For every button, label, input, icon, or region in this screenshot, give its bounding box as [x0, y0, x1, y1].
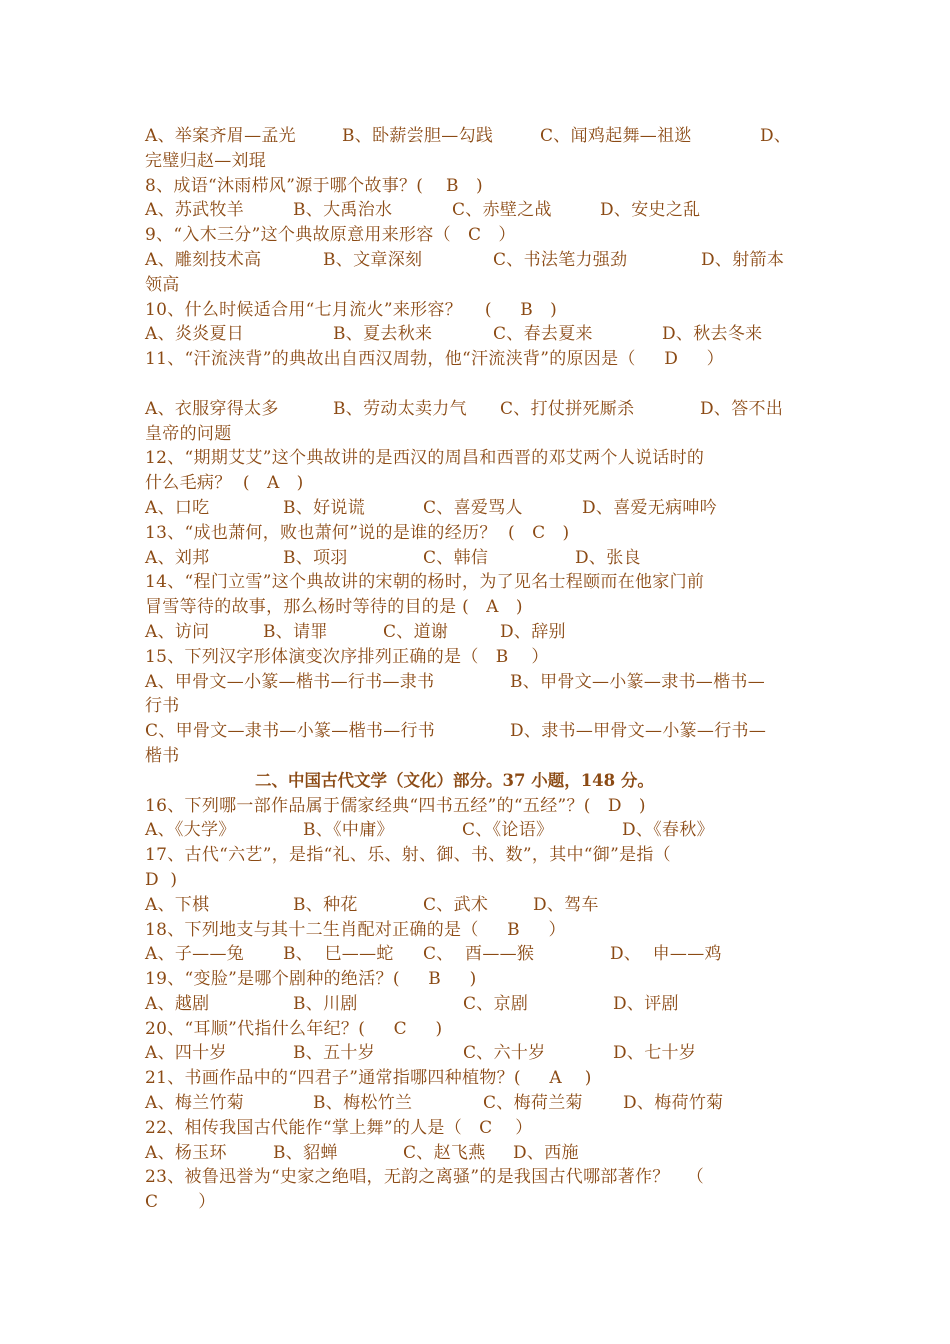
option-text: B、夏去秋来 [333, 324, 433, 345]
option-text: C、韩信 [423, 547, 489, 568]
text-line [145, 893, 805, 918]
line-text: 10、什么时候适合用“七月流火”来形容？ ( B ) [145, 299, 558, 320]
line-text: A、《大学》 [145, 820, 236, 841]
text-line [145, 670, 805, 695]
option-text: C、闻鸡起舞—祖逖 [540, 126, 692, 146]
line-text: 9、“入木三分”这个典故原意用来形容（ C ） [145, 225, 516, 246]
line-text: A、衣服穿得太多 [145, 398, 279, 419]
line-text: 18、下列地支与其十二生肖配对正确的是（ B ） [145, 919, 566, 940]
line-text: 冒雪等待的故事，那么杨时等待的目的是 ( A ) [145, 597, 523, 618]
line-text: 完璧归赵—刘琨 [145, 150, 267, 171]
text-line [145, 1041, 805, 1066]
text-line [145, 1165, 805, 1190]
text-line [145, 298, 805, 323]
option-text: B、梅松竹兰 [313, 1093, 413, 1114]
line-text: 19、“变脸”是哪个剧种的绝活？( B ) [145, 969, 477, 990]
option-text: B、项羽 [283, 547, 348, 568]
line-text: A、举案齐眉—孟光 [145, 126, 296, 146]
text-line [145, 174, 805, 199]
line-text: A、苏武牧羊 [145, 200, 245, 221]
text-line [145, 422, 805, 447]
line-text: A、访问 [145, 621, 210, 642]
line-text: 15、下列汉字形体演变次序排列正确的是（ B ） [145, 646, 549, 667]
option-text: D、答不出 [700, 398, 784, 419]
line-text: A、越剧 [145, 993, 210, 1014]
line-text: 20、“耳顺”代指什么年纪？( C ) [145, 1018, 443, 1039]
option-text: D、 申——鸡 [610, 944, 722, 965]
option-text: C、打仗拼死厮杀 [500, 398, 635, 419]
line-text: 22、相传我国古代能作“掌上舞”的人是（ C ） [145, 1117, 533, 1138]
option-text: C、道谢 [383, 621, 449, 642]
text-line [145, 992, 805, 1017]
option-text: D、评剧 [613, 993, 679, 1014]
line-text: A、四十岁 [145, 1043, 227, 1064]
line-text: A、炎炎夏日 [145, 324, 245, 345]
option-text: D、安史之乱 [600, 200, 701, 221]
text-line [145, 645, 805, 670]
option-text: D、喜爱无病呻吟 [582, 497, 718, 518]
line-text: C、甲骨文—隶书—小篆—楷书—行书 [145, 721, 436, 742]
text-line [145, 818, 805, 843]
text-line [145, 620, 805, 645]
option-text: D、张良 [575, 547, 641, 568]
line-text: A、杨玉环 [145, 1142, 227, 1163]
option-text: B、五十岁 [293, 1043, 375, 1064]
line-text: 皇帝的问题 [145, 423, 232, 444]
option-text: D、 [760, 126, 792, 146]
option-text: D、辞别 [500, 621, 566, 642]
option-text: C、武术 [423, 894, 489, 915]
text-line [145, 1017, 805, 1042]
text-line [145, 397, 805, 422]
option-text: B、大禹治水 [293, 200, 393, 221]
line-text: 行书 [145, 696, 180, 717]
line-text: D ) [145, 869, 178, 890]
option-text: D、射箭本 [701, 249, 785, 270]
text-line [145, 570, 805, 595]
text-line [145, 273, 805, 298]
line-text: A、子——兔 [145, 944, 245, 965]
line-text: 11、“汗流浃背”的典故出自西汉周勃，他“汗流浃背”的原因是（ D ） [145, 349, 724, 370]
line-text: A、梅兰竹菊 [145, 1093, 245, 1114]
text-line [145, 322, 805, 347]
line-text: 21、书画作品中的“四君子”通常指哪四种植物？( A ) [145, 1068, 592, 1089]
option-text: D、驾车 [533, 894, 599, 915]
option-text: B、貂蝉 [273, 1142, 338, 1163]
text-line [145, 595, 805, 620]
option-text: C、梅荷兰菊 [483, 1093, 583, 1114]
text-line [145, 446, 805, 471]
text-line [145, 967, 805, 992]
text-line [145, 1091, 805, 1116]
text-line [145, 521, 805, 546]
text-line [145, 918, 805, 943]
option-text: B、劳动太卖力气 [333, 398, 467, 419]
option-text: C、赤壁之战 [452, 200, 552, 221]
text-line [145, 843, 805, 868]
option-text: C、春去夏来 [493, 324, 593, 345]
text-line [145, 1141, 805, 1166]
line-text: A、刘邦 [145, 547, 210, 568]
text-line [145, 124, 805, 149]
line-text: A、口吃 [145, 497, 210, 518]
line-text: A、雕刻技术高 [145, 249, 262, 270]
option-text: B、甲骨文—小篆—隶书—楷书— [510, 671, 765, 692]
line-text: 8、成语“沐雨栉风”源于哪个故事？( B ) [145, 175, 483, 196]
text-line [145, 1190, 805, 1215]
text-line [145, 248, 805, 273]
option-text: D、《春秋》 [622, 820, 714, 841]
text-line [145, 942, 805, 967]
option-text: C、赵飞燕 [403, 1142, 486, 1163]
text-line [145, 744, 805, 769]
line-text: 12、“期期艾艾”这个典故讲的是西汉的周昌和西晋的邓艾两个人说话时的 [145, 448, 705, 469]
line-text: A、甲骨文—小篆—楷书—行书—隶书 [145, 671, 435, 692]
option-text: C、 酉——猴 [423, 944, 535, 965]
option-text: B、 巳——蛇 [283, 944, 394, 965]
text-line [145, 496, 805, 521]
line-text: 领高 [145, 274, 180, 295]
text-line [145, 1066, 805, 1091]
line-text: 楷书 [145, 745, 180, 766]
line-text: C ） [145, 1192, 216, 1213]
document-page [145, 124, 805, 1215]
option-text: C、《论语》 [462, 820, 554, 841]
text-line [145, 347, 805, 372]
text-line [145, 223, 805, 248]
text-line [145, 794, 805, 819]
line-text: 什么毛病？ ( A ) [145, 473, 304, 494]
option-text: B、《中庸》 [303, 820, 394, 841]
text-line [145, 546, 805, 571]
option-text: C、书法笔力强劲 [493, 249, 628, 270]
option-text: D、梅荷竹菊 [623, 1093, 724, 1114]
option-text: B、请罪 [263, 621, 328, 642]
line-text: 13、“成也萧何，败也萧何”说的是谁的经历？ ( C ) [145, 522, 570, 543]
text-line [145, 198, 805, 223]
line-text: A、下棋 [145, 894, 210, 915]
option-text: D、西施 [513, 1142, 579, 1163]
option-text: B、文章深刻 [323, 249, 423, 270]
blank-line [145, 372, 805, 397]
option-text: C、京剧 [463, 993, 529, 1014]
line-text: 23、被鲁迅誉为“史家之绝唱，无韵之离骚”的是我国古代哪部著作？ （ [145, 1167, 705, 1188]
option-text: C、喜爱骂人 [423, 497, 523, 518]
line-text: 14、“程门立雪”这个典故讲的宋朝的杨时，为了见名士程颐而在他家门前 [145, 572, 705, 593]
text-line [145, 1116, 805, 1141]
text-line [145, 694, 805, 719]
text-line [145, 868, 805, 893]
option-text: B、川剧 [293, 993, 358, 1014]
line-text: 16、下列哪一部作品属于儒家经典“四书五经”的“五经”？( D ) [145, 795, 646, 816]
option-text: C、六十岁 [463, 1043, 546, 1064]
option-text: B、好说谎 [283, 497, 365, 518]
text-line [145, 719, 805, 744]
option-text: D、隶书—甲骨文—小篆—行书— [510, 721, 767, 742]
option-text: D、七十岁 [613, 1043, 697, 1064]
option-text: D、秋去冬来 [662, 324, 763, 345]
line-text: 17、古代“六艺”，是指“礼、乐、射、御、书、数”，其中“御”是指（ [145, 845, 671, 866]
option-text: B、种花 [293, 894, 358, 915]
text-line [145, 149, 805, 174]
option-text: B、卧薪尝胆—勾践 [342, 126, 494, 146]
text-line [145, 471, 805, 496]
section-heading: 二、中国古代文学（文化）部分。37 小题，148 分。 [255, 770, 654, 790]
